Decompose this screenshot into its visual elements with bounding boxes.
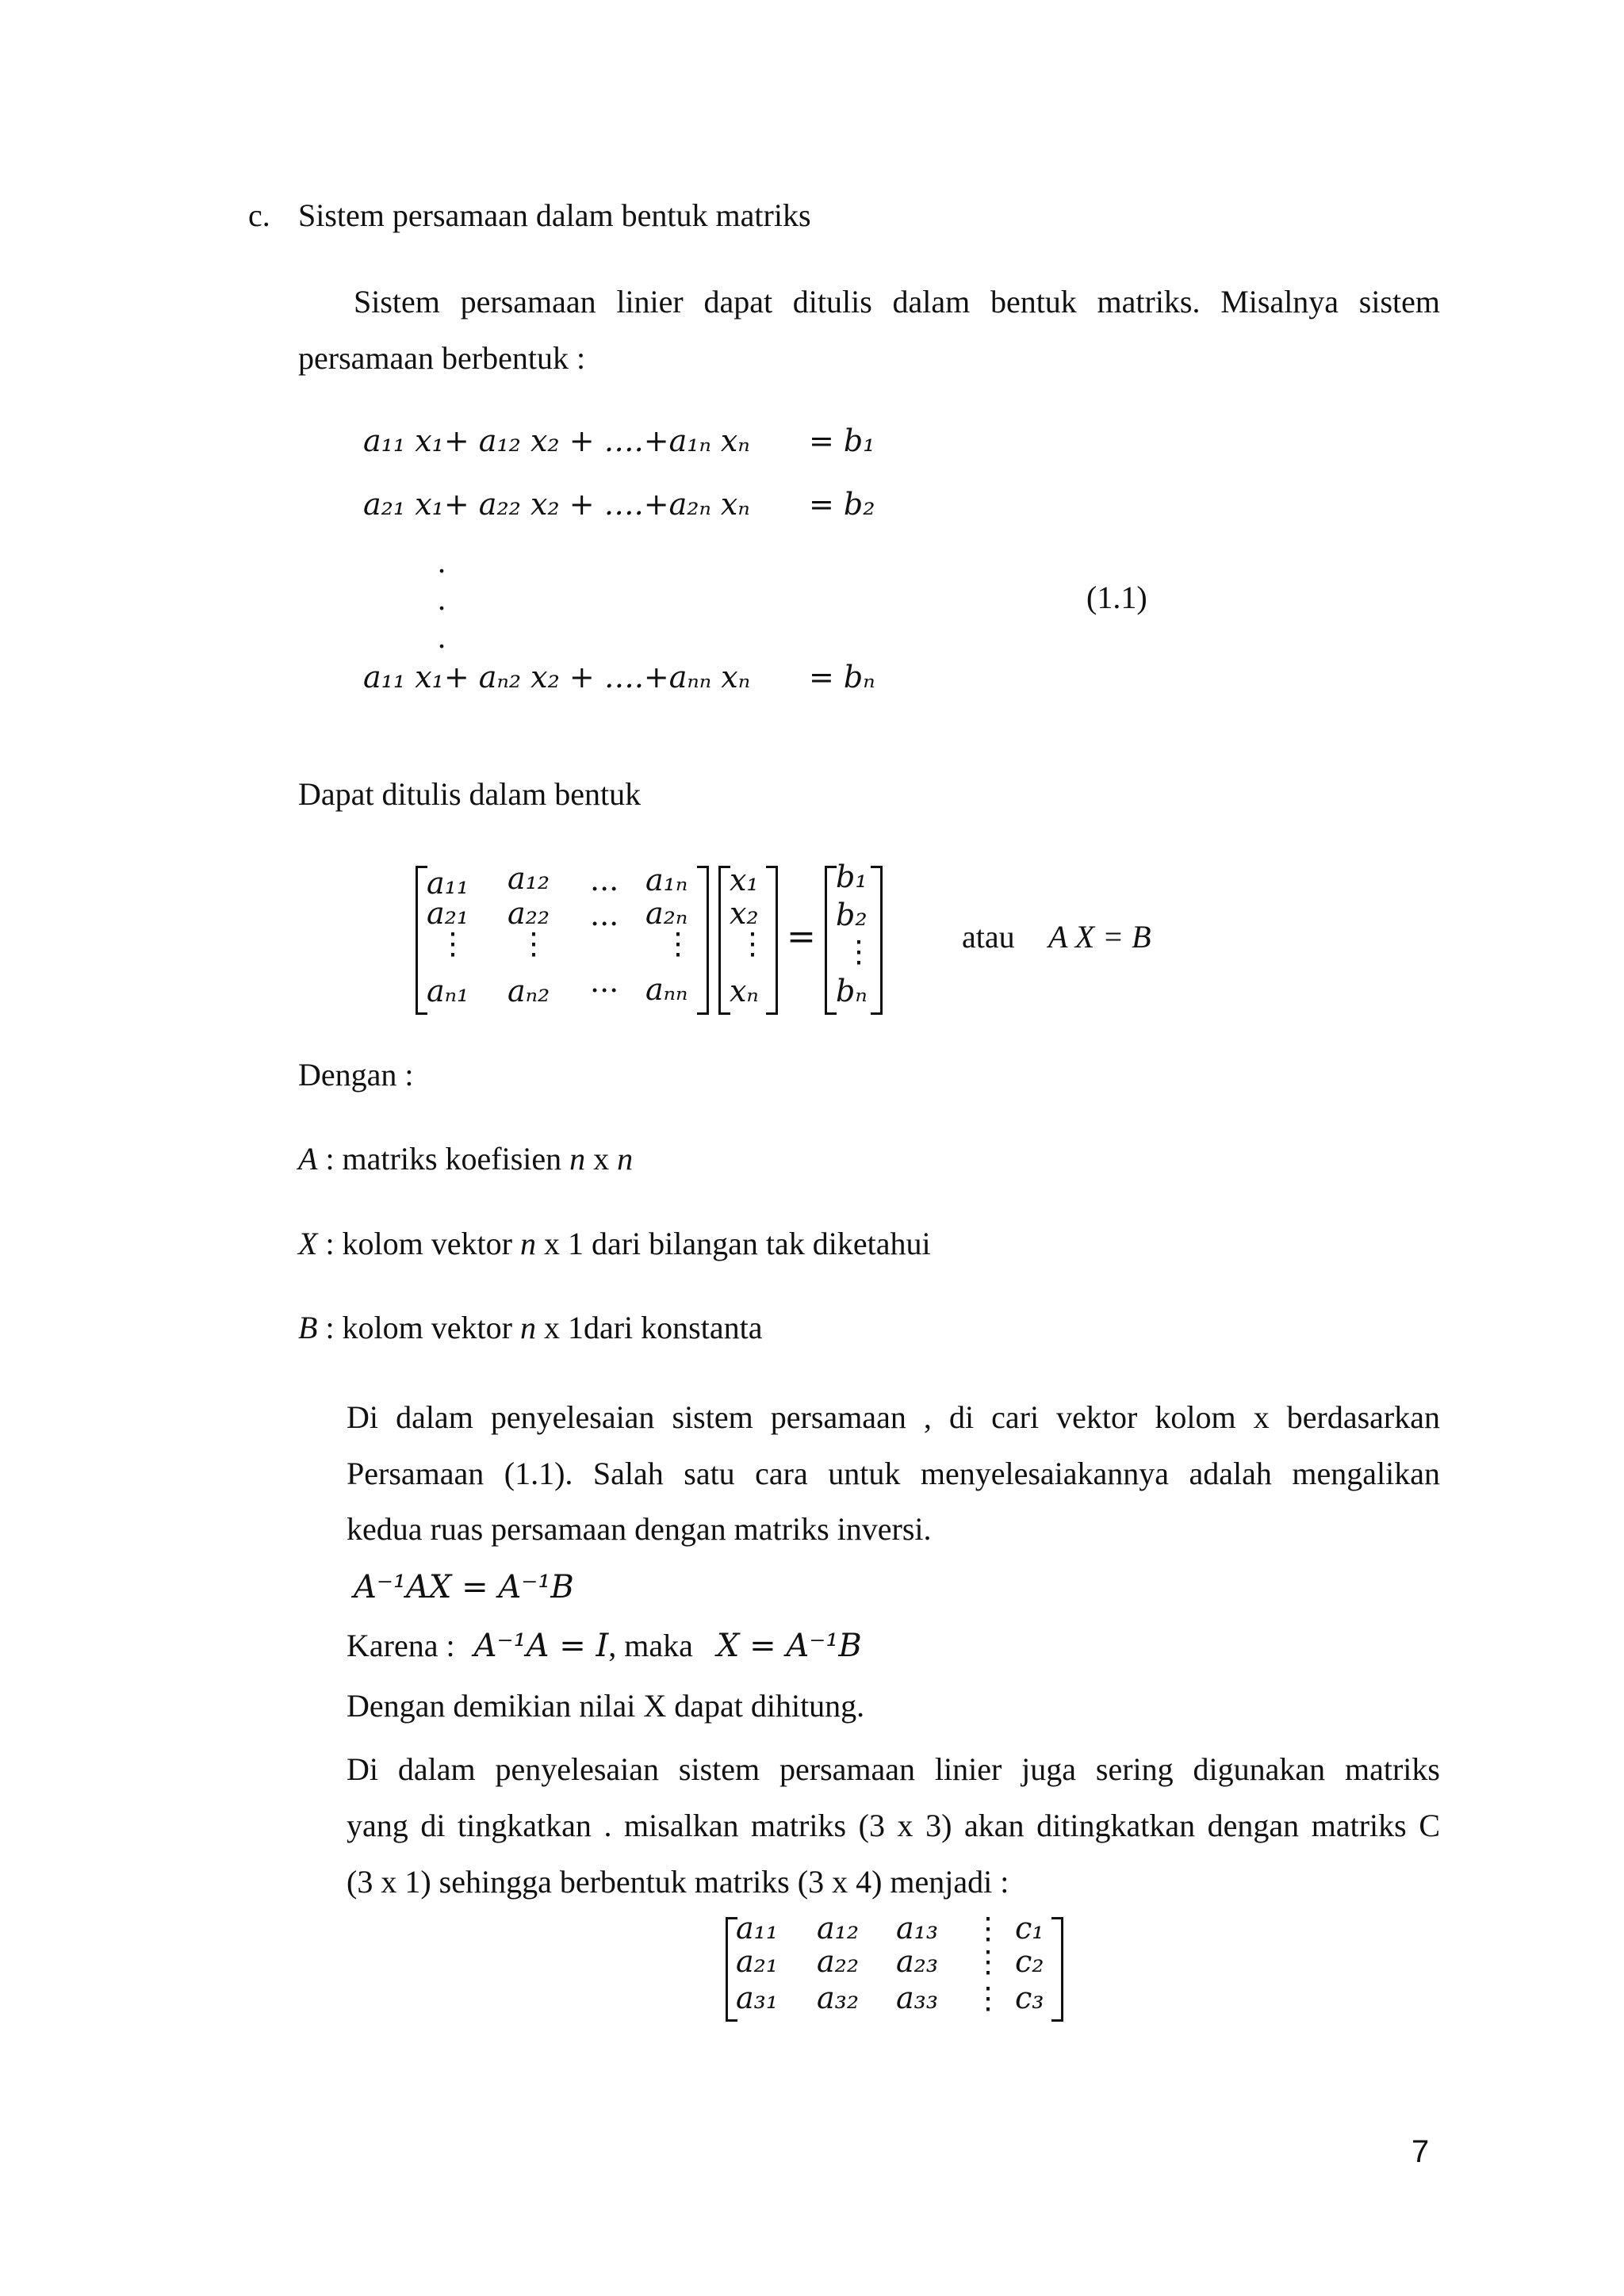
augmented-cell: a₃₂ <box>817 1980 860 2015</box>
definition-b-n: n <box>519 1310 536 1345</box>
matrix-a-cell: a₂₂ <box>508 896 550 931</box>
matrix-a-cell: aₙ₂ <box>508 974 550 1008</box>
matrix-b-cell: b₂ <box>836 897 868 932</box>
matrix-b-cell: bₙ <box>836 974 868 1008</box>
definition-b <box>298 1309 762 1347</box>
matrix-a-cell: aₙₙ <box>645 972 688 1007</box>
matrix-a-cell: aₙ₁ <box>427 974 469 1008</box>
equation-1-left: a₁₁ x₁+ a₁₂ x₂ + ….+a₁ₙ xₙ <box>363 423 750 458</box>
short-form-equation: A X = B <box>1048 919 1151 955</box>
equation-2-right: = b₂ <box>809 487 875 522</box>
definition-b-rest: x 1dari konstanta <box>535 1310 763 1345</box>
matrix-a-cell: a₂ₙ <box>645 896 688 931</box>
definitions-heading: Dengan : <box>298 1057 414 1093</box>
augmented-cell: ⋮ <box>973 1980 1003 2015</box>
augmented-cell: a₁₃ <box>896 1911 939 1946</box>
matrix-a-cell: ⋮ <box>663 926 693 961</box>
body-p1-line-3: kedua ruas persamaan dengan matriks inversi. <box>347 1511 932 1547</box>
definition-a-text: : matriks koefisien <box>317 1141 570 1177</box>
matrix-a-cell: ... <box>590 897 619 932</box>
augmented-cell: c₁ <box>1015 1911 1044 1946</box>
body-p2-line-2: yang di tingkatkan . misalkan matriks (3 x 3) akan ditingkatkan dengan matriks C <box>347 1808 1440 1843</box>
definition-a-n1: n <box>569 1141 586 1177</box>
body-p1-line-1: Di dalam penyelesaian sistem persamaan , di cari vektor kolom x berdasarkan <box>347 1399 1440 1435</box>
body-p2-line-1: Di dalam penyelesaian sistem persamaan linier juga sering digunakan matriks <box>347 1751 1440 1787</box>
intro-paragraph <box>298 274 1440 330</box>
intro-line-1: Sistem persamaan linier dapat ditulis dalam bentuk matriks. Misalnya sistem <box>354 284 1440 320</box>
body-p1-line-2: Persamaan (1.1). Salah satu cara untuk menyelesaiakannya adalah mengalikan <box>347 1456 1440 1491</box>
definition-x-rest: x 1 dari bilangan tak diketahui <box>535 1226 931 1261</box>
matrix-b-left-bracket <box>825 866 837 1015</box>
augmented-cell: ⋮ <box>973 1944 1003 1979</box>
definition-x-n: n <box>519 1226 536 1261</box>
section-label: c. <box>248 197 270 233</box>
section-title: Sistem persamaan dalam bentuk matriks <box>298 197 811 233</box>
conclusion-text: Dengan demikian nilai X dapat dihitung. <box>347 1688 865 1724</box>
inverse-equation: A⁻¹AX = A⁻¹B <box>354 1569 574 1605</box>
augmented-cell: a₂₂ <box>817 1944 860 1979</box>
karena-equation: A⁻¹A = I <box>473 1628 609 1664</box>
matrix-a-cell: a₁ₙ <box>645 863 688 897</box>
matrix-a-cell: ⋮ <box>519 926 549 961</box>
definition-x-text: : kolom vektor <box>317 1226 520 1261</box>
augmented-cell: a₁₂ <box>817 1911 860 1946</box>
atau-label: atau <box>962 919 1015 955</box>
augmented-cell: a₃₃ <box>896 1980 939 2015</box>
definition-a-x: x <box>585 1141 618 1177</box>
matrix-a-cell: ... <box>590 964 619 999</box>
augmented-cell: c₂ <box>1015 1944 1044 1979</box>
karena-label: Karena : <box>347 1628 455 1663</box>
definition-a-symbol: A <box>298 1141 318 1177</box>
matrix-x-cell: ⋮ <box>737 926 768 961</box>
matrix-x-left-bracket <box>718 866 730 1015</box>
equation-number: (1.1) <box>1086 580 1147 615</box>
definition-a-n2: n <box>617 1141 634 1177</box>
definition-x-symbol: X <box>298 1226 318 1261</box>
equation-1-right: = b₁ <box>809 423 875 458</box>
intro-line-2: persamaan berbentuk : <box>298 340 586 376</box>
ellipsis-dot: . <box>438 581 446 617</box>
definition-b-symbol: B <box>298 1310 318 1345</box>
ellipsis-dot: . <box>438 619 446 655</box>
body-paragraph-2 <box>347 1741 1440 1854</box>
ellipsis-dot: . <box>438 544 446 580</box>
maka-equation: X = A⁻¹B <box>716 1628 862 1664</box>
matrix-x-cell: x₂ <box>730 896 759 931</box>
augmented-cell: a₂₁ <box>736 1944 779 1979</box>
matrix-a-cell: a₂₁ <box>427 896 469 931</box>
body-paragraph-1 <box>347 1389 1440 1502</box>
page-number: 7 <box>1411 2134 1430 2169</box>
augmented-cell: ⋮ <box>973 1911 1003 1946</box>
matrix-a-cell: a₁₂ <box>508 861 550 896</box>
augmented-cell: a₁₁ <box>736 1911 779 1946</box>
karena-line <box>347 1627 862 1665</box>
equation-2-left: a₂₁ x₁+ a₂₂ x₂ + ….+a₂ₙ xₙ <box>363 487 750 522</box>
equation-n-right: = bₙ <box>809 660 875 695</box>
matrix-b-cell: b₁ <box>836 859 868 894</box>
definition-a <box>298 1140 633 1178</box>
augmented-cell: a₂₃ <box>896 1944 939 1979</box>
matrix-a-cell: ⋮ <box>438 926 468 961</box>
equation-n-left: a₁₁ x₁+ aₙ₂ x₂ + ….+aₙₙ xₙ <box>363 660 751 695</box>
matrix-b-cell: ⋮ <box>844 934 874 969</box>
matrix-intro: Dapat ditulis dalam bentuk <box>298 776 642 812</box>
augmented-right-bracket <box>1051 1917 1063 2022</box>
matrix-x-cell: x₁ <box>730 863 759 897</box>
definition-x <box>298 1225 931 1263</box>
body-p2-line-3: (3 x 1) sehingga berbentuk matriks (3 x 4) menjadi : <box>347 1864 1009 1900</box>
matrix-a-left-bracket <box>416 866 427 1015</box>
matrix-x-right-bracket <box>766 866 778 1015</box>
matrix-a-cell: a₁₁ <box>427 866 469 901</box>
matrix-a-right-bracket <box>697 866 709 1015</box>
matrix-equals-sign: = <box>787 916 816 957</box>
definition-b-text: : kolom vektor <box>317 1310 520 1345</box>
augmented-cell: a₃₁ <box>736 1980 779 2015</box>
matrix-a-cell: ... <box>590 863 619 897</box>
augmented-cell: c₃ <box>1015 1980 1044 2015</box>
matrix-x-cell: xₙ <box>730 974 759 1008</box>
maka-text: , maka <box>608 1628 693 1663</box>
